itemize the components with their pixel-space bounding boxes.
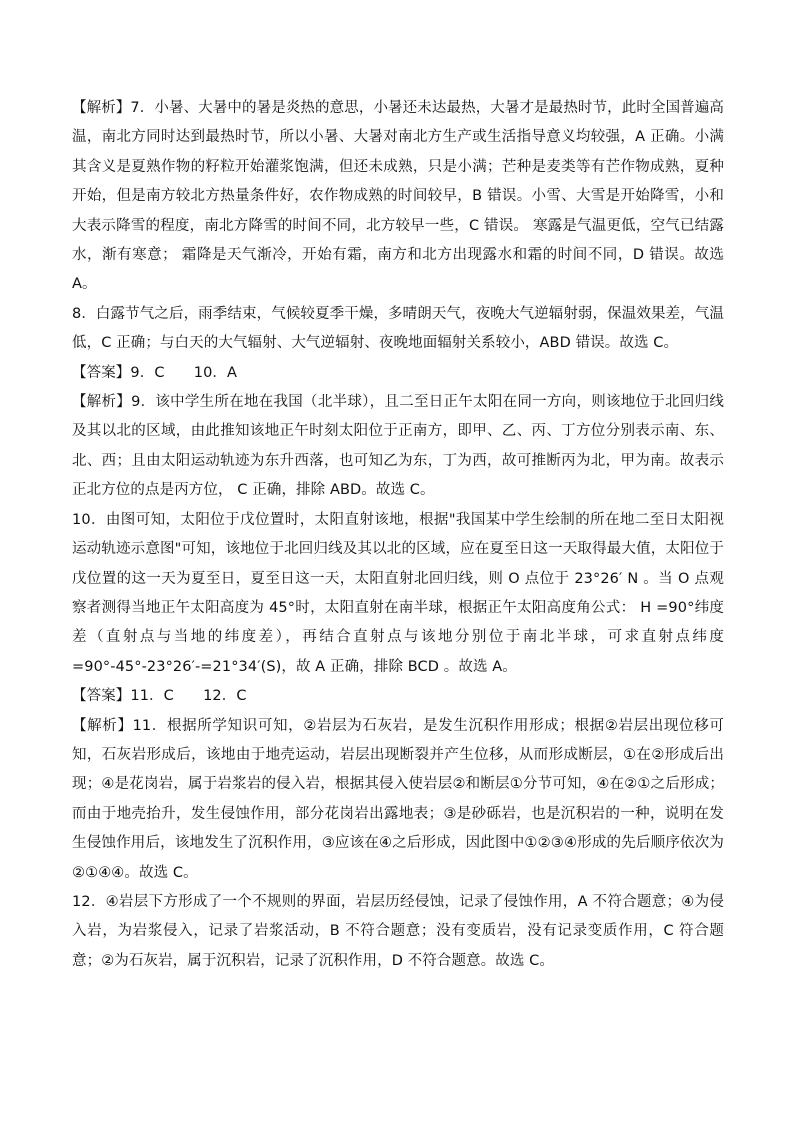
analysis-q9: 【解析】9．该中学生所在地在我国（北半球），且二至日正午太阳在同一方向，则该地位于北回归线及其以北的区域，由此推知该地正午时刻太阳位于正南方，即甲、乙、丙、丁方位分别表示南、东、北、西；且由太阳运动轨迹为东升西落，也可知乙为东，丁为西，故可推断丙为北，甲为南。故表示正北方位的点是丙方位， C 正确，排除 ABD。故选 C。 [72, 394, 724, 499]
analysis-q8: 8．白露节气之后，雨季结束，气候较夏季干燥，多晴朗天气，夜晚大气逆辐射弱，保温效果差，气温低，C 正确；与白天的大气辐射、大气逆辐射、夜晚地面辐射关系较小，ABD 错误。故选 C。 [72, 305, 724, 352]
analysis-q11: 【解析】11．根据所学知识可知，②岩层为石灰岩，是发生沉积作用形成；根据②岩层出现位移可知，石灰岩形成后，该地由于地壳运动，岩层出现断裂并产生位移，从而形成断层，①在②形成后出现；④是花岗岩，属于岩浆岩的侵入岩，根据其侵入使岩层②和断层①分节可知，④在②①之后形成；而由于地壳抬升，发生侵蚀作用，部分花岗岩出露地表；③是砂砾岩，也是沉积岩的一种，说明在发生侵蚀作用后，该地发生了沉积作用，③应该在④之后形成，因此图中①②③④形成的先后顺序依次为②①④④。故选 C。 [72, 717, 724, 881]
analysis-q12: 12．④岩层下方形成了一个不规则的界面，岩层历经侵蚀，记录了侵蚀作用，A 不符合题意；④为侵入岩，为岩浆侵入，记录了岩浆活动，B 不符合题意；没有变质岩，没有记录变质作用，C 符合题意；②为石灰岩，属于沉积岩，记录了沉积作用，D 不符合题意。故选 C。 [72, 893, 724, 969]
analysis-q7: 【解析】7．小暑、大暑中的暑是炎热的意思，小暑还未达最热，大暑才是最热时节，此时全国普遍高温，南北方同时达到最热时节，所以小暑、大暑对南北方生产或生活指导意义均较强，A 正确。小满其含义是夏熟作物的籽粒开始灌浆饱满，但还未成熟，只是小满；芒种是麦类等有芒作物成熟，夏种开始，但是南方较北方热量条件好，农作物成熟的时间较早，B 错误。小雪、大雪是开始降雪，小和大表示降雪的程度，南北方降雪的时间不同，北方较早一些，C 错误。 寒露是气温更低，空气已结露水，渐有寒意； 霜降是天气渐冷，开始有霜，南方和北方出现露水和霜的时间不同，D 错误。故选 A。 [72, 100, 724, 293]
answer-q9-q10: 【答案】9．C 10．A [72, 364, 238, 381]
answer-q11-q12: 【答案】11．C 12．C [72, 688, 247, 705]
answer-text-body [72, 94, 724, 976]
analysis-q10: 10．由图可知，太阳位于戊位置时，太阳直射该地，根据"我国某中学生绘制的所在地二至日太阳视运动轨迹示意图"可知，该地位于北回归线及其以北的区域，应在夏至日这一天取得最大值，太阳位于戊位置的这一天为夏至日，夏至日这一天，太阳直射北回归线，则 O 点位于 23°26′ N 。当 O 点观察者测得当地正午太阳高度为 45°时，太阳直射在南半球，根据正午太阳高度角公式： H =90°纬度差（直射点与当地的纬度差），再结合直射点与该地分别位于南北半球，可求直射点纬度=90°-45°-23°26′-=21°34′(S)，故 A 正确，排除 BCD 。故选 A。 [72, 511, 724, 675]
